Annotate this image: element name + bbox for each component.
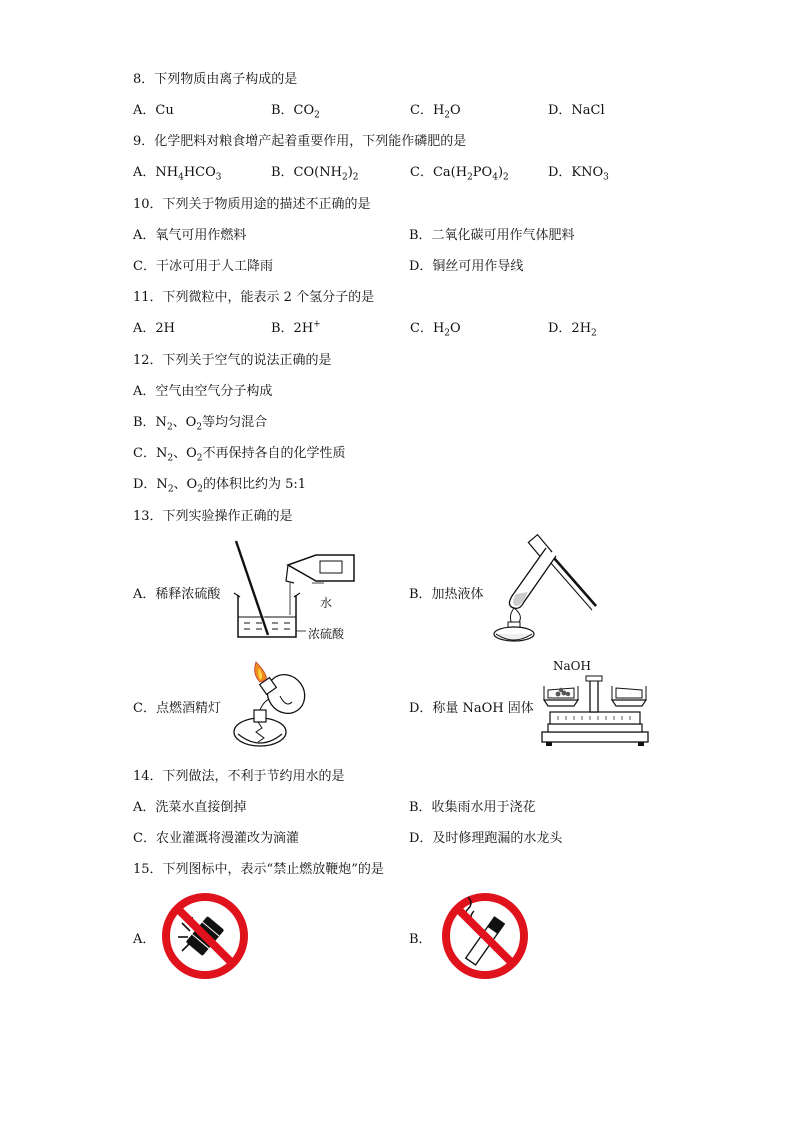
- balance-figure: [536, 672, 656, 752]
- label-water: 水: [320, 596, 333, 610]
- option-a: A．Cu: [133, 103, 174, 118]
- question-9-options: [133, 161, 753, 183]
- question-11-options: [133, 317, 753, 339]
- option-b: B．$CO_2$: [271, 103, 320, 121]
- option-b: B．2H+: [271, 319, 321, 336]
- question-11-stem: 11．下列微粒中，能表示 2 个氢分子的是: [133, 290, 375, 305]
- option-a: A．洗菜水直接倒掉: [133, 800, 247, 815]
- option-b: B．$N_2$、$O_2$等均匀混合: [133, 415, 268, 433]
- option-a: A．: [133, 932, 156, 947]
- no-smoking-sign-icon: [440, 891, 530, 981]
- option-d: D．NaCl: [548, 103, 605, 118]
- question-8-options: [133, 99, 753, 121]
- option-a: A．氧气可用作燃料: [133, 228, 247, 243]
- option-b: B．$CO(NH_2)_2$: [271, 165, 359, 183]
- question-14-options-row1: [133, 796, 753, 814]
- question-15-stem: 15．下列图标中，表示“禁止燃放鞭炮”的是: [133, 862, 384, 877]
- option-d: D．$KNO_3$: [548, 165, 609, 183]
- question-10-stem: 10．下列关于物质用途的描述不正确的是: [133, 197, 371, 212]
- option-c: C．点燃酒精灯: [133, 701, 221, 716]
- option-c: C．$H_2O$: [410, 321, 461, 339]
- label-concentrated-acid: 浓硫酸: [308, 627, 345, 641]
- option-c: C．$H_2O$: [410, 103, 461, 121]
- option-a: A．$NH_4HCO_3$: [133, 165, 222, 183]
- option-d: D．铜丝可用作导线: [409, 259, 524, 274]
- question-14-stem: 14．下列做法，不利于节约用水的是: [133, 769, 345, 784]
- option-d: D．称量 NaOH 固体: [409, 701, 534, 716]
- question-8-stem: 8．下列物质由离子构成的是: [133, 72, 298, 87]
- question-14-options-row2: [133, 827, 753, 845]
- option-b: B．收集雨水用于浇花: [409, 800, 536, 815]
- question-13-stem: 13．下列实验操作正确的是: [133, 509, 293, 524]
- option-c: C．$Ca(H_2PO_4)_2$: [410, 165, 509, 183]
- option-b: B．: [409, 932, 432, 947]
- option-c: C．干冰可用于人工降雨: [133, 259, 273, 274]
- question-9-stem: 9．化学肥料对粮食增产起着重要作用，下列能作磷肥的是: [133, 134, 467, 149]
- option-d: D．$N_2$、$O_2$的体积比约为 5:1: [133, 477, 307, 495]
- no-firecrackers-sign-icon: [160, 891, 250, 981]
- option-b: B．加热液体: [409, 587, 484, 602]
- option-c: C．农业灌溉将漫灌改为滴灌: [133, 831, 299, 846]
- label-naoh: NaOH: [553, 659, 591, 673]
- question-10-options-row2: [133, 255, 753, 273]
- option-d: D．$2H_2$: [548, 321, 597, 339]
- option-d: D．及时修理跑漏的水龙头: [409, 831, 563, 846]
- dilute-acid-figure: [228, 537, 368, 645]
- heat-liquid-figure: [488, 534, 603, 644]
- light-alcohol-lamp-figure: [226, 660, 312, 752]
- question-10-options-row1: [133, 224, 753, 242]
- option-a: A．2H: [133, 321, 175, 336]
- question-12-stem: 12．下列关于空气的说法正确的是: [133, 353, 332, 368]
- option-c: C．$N_2$、$O_2$不再保持各自的化学性质: [133, 446, 346, 464]
- option-a: A．稀释浓硫酸: [133, 587, 221, 602]
- option-a: A．空气由空气分子构成: [133, 384, 273, 399]
- option-b: B．二氧化碳可用作气体肥料: [409, 228, 575, 243]
